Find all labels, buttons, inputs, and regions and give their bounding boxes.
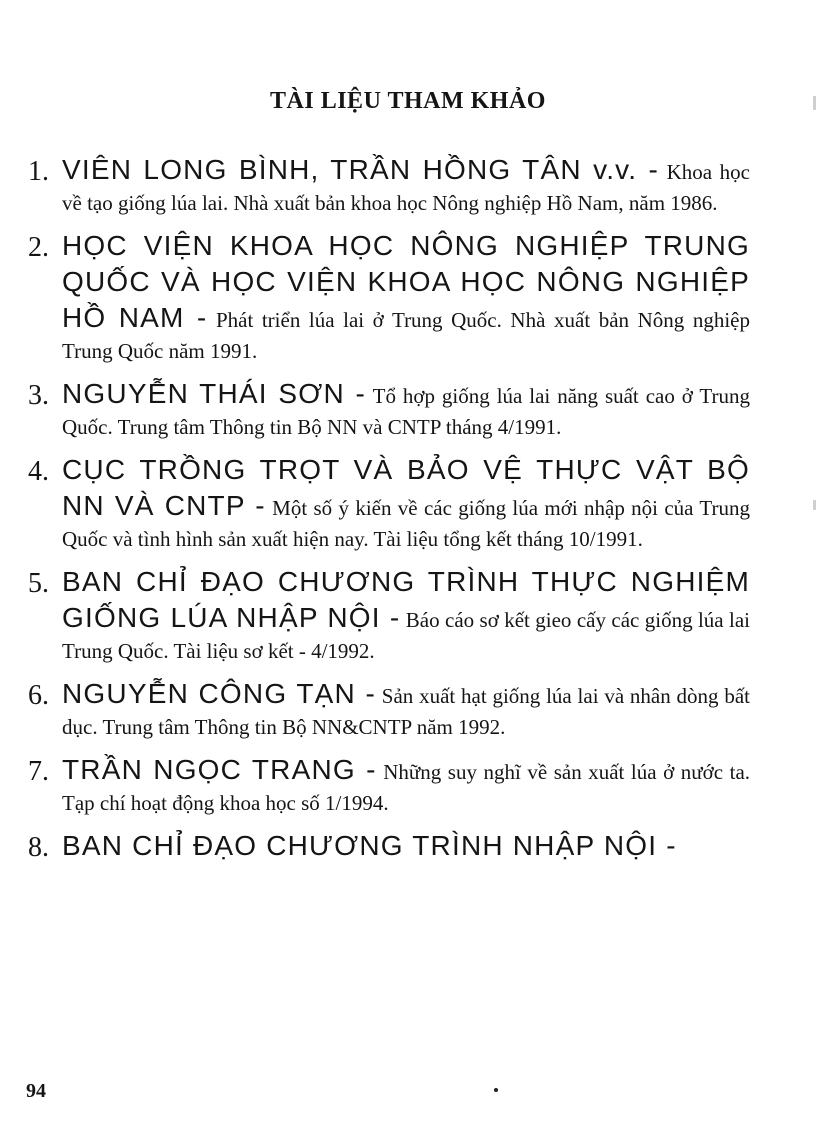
reference-text: Tổ hợp giống lúa lai năng suất cao ở Trung Quốc. Trung tâm Thông tin Bộ NN và CNTP tháng 4/1991. — [62, 384, 751, 439]
reference-item-6 — [28, 676, 750, 742]
reference-item-5 — [28, 564, 750, 666]
reference-text: Phát triển lúa lai ở Trung Quốc. Nhà xuất bản Nông nghiệp Trung Quốc năm 1991. — [62, 308, 751, 363]
reference-author: CỤC TRỒNG TRỌT VÀ BẢO VỆ THỰC VẬT BỘ NN VÀ CNTP - — [62, 454, 750, 521]
reference-author: BAN CHỈ ĐẠO CHƯƠNG TRÌNH NHẬP NỘI - — [62, 830, 677, 861]
reference-author: BAN CHỈ ĐẠO CHƯƠNG TRÌNH THỰC NGHIỆM GIỐNG LÚA NHẬP NỘI - — [62, 566, 750, 633]
reference-text: Sản xuất hạt giống lúa lai và nhân dòng bất dục. Trung tâm Thông tin Bộ NN&CNTP năm 1992. — [62, 684, 750, 739]
reference-number: 1. — [28, 156, 49, 187]
reference-author: HỌC VIỆN KHOA HỌC NÔNG NGHIỆP TRUNG QUỐC VÀ HỌC VIỆN KHOA HỌC NÔNG NGHIỆP HỒ NAM - — [62, 230, 750, 333]
reference-number: 7. — [28, 756, 49, 787]
reference-item-8 — [28, 828, 750, 864]
page-title: TÀI LIỆU THAM KHẢO — [270, 88, 546, 114]
scan-speck — [494, 1088, 498, 1092]
reference-item-4 — [28, 452, 750, 554]
reference-item-3 — [28, 376, 750, 442]
reference-list — [28, 152, 750, 874]
reference-author: NGUYỄN CÔNG TẠN - — [62, 678, 376, 709]
reference-author: TRẦN NGỌC TRANG - — [62, 754, 377, 785]
reference-text: Những suy nghĩ về sản xuất lúa ở nước ta. Tạp chí hoạt động khoa học số 1/1994. — [62, 760, 751, 815]
reference-author: VIÊN LONG BÌNH, TRẦN HỒNG TÂN v.v. - — [62, 154, 660, 185]
reference-number: 5. — [28, 568, 49, 599]
reference-author: NGUYỄN THÁI SƠN - — [62, 378, 367, 409]
reference-item-2 — [28, 228, 750, 366]
reference-number: 3. — [28, 380, 49, 411]
reference-number: 6. — [28, 680, 49, 711]
reference-number: 2. — [28, 232, 49, 263]
page-number: 94 — [26, 1080, 46, 1102]
reference-number: 8. — [28, 832, 49, 863]
reference-number: 4. — [28, 456, 49, 487]
reference-item-1 — [28, 152, 750, 218]
reference-item-7 — [28, 752, 750, 818]
reference-text: Báo cáo sơ kết gieo cấy các giống lúa lai Trung Quốc. Tài liệu sơ kết - 4/1992. — [62, 608, 751, 663]
reference-text: Một số ý kiến về các giống lúa mới nhập nội của Trung Quốc và tình hình sản xuất hiện nay. Tài liệu tổng kết tháng 10/1991. — [62, 496, 750, 551]
reference-text: Khoa học về tạo giống lúa lai. Nhà xuất bản khoa học Nông nghiệp Hồ Nam, năm 1986. — [62, 160, 750, 215]
